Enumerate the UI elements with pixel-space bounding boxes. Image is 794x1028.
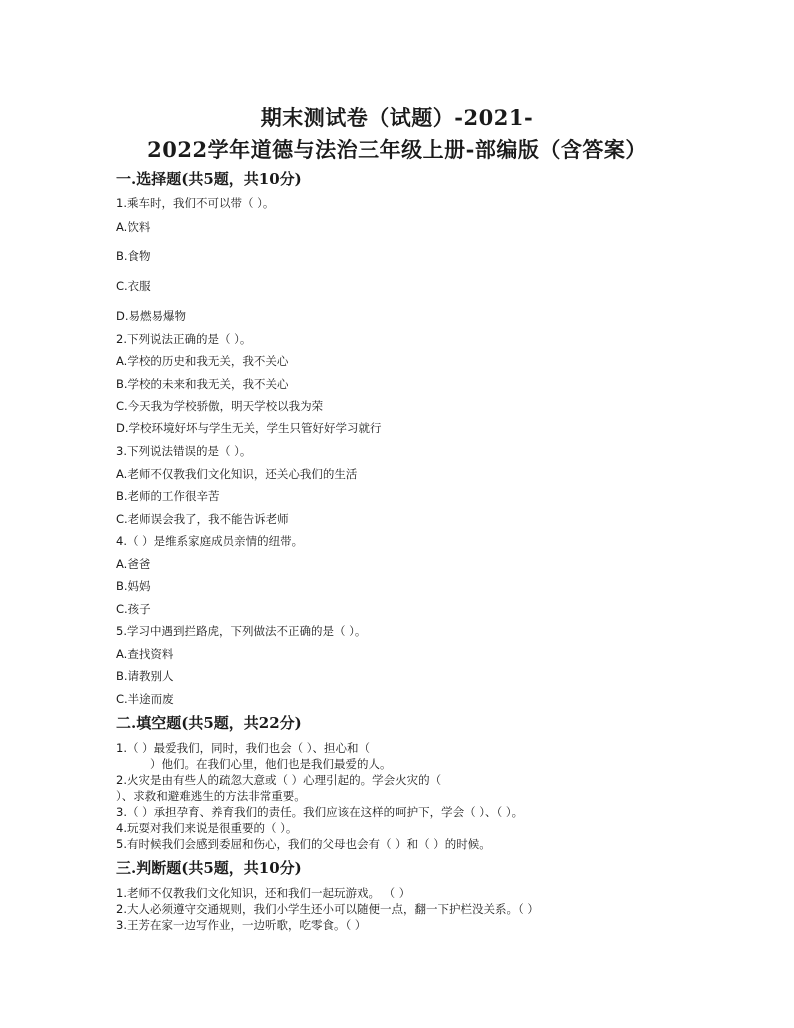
judge-question-1: 1.老师不仅教我们文化知识，还和我们一起玩游戏。 （ ） [116,886,411,900]
option-1-5-b: B.请教别人 [116,669,174,683]
option-1-5-a: A.查找资料 [116,647,174,661]
judge-question-3: 3.王芳在家一边写作业，一边听歌，吃零食。（ ） [116,918,367,932]
fill-question-5: 5.有时候我们会感到委屈和伤心，我们的父母也会有（ ）和（ ）的时候。 [116,837,491,851]
option-1-2-a: A.学校的历史和我无关，我不关心 [116,354,289,368]
option-1-2-d: D.学校环境好坏与学生无关，学生只管好好学习就行 [116,421,382,435]
section-heading-fill-blank: 二.填空题(共5题，共22分) [116,714,302,732]
section-heading-true-false: 三.判断题(共5题，共10分) [116,859,302,877]
question-1-3: 3.下列说法错误的是（ ）。 [116,444,252,458]
question-1-1: 1.乘车时，我们不可以带（ ）。 [116,196,275,210]
title-line-2: 2022学年道德与法治三年级上册-部编版（含答案） [147,137,647,162]
fill-question-3: 3.（ ）承担孕育、养育我们的责任。我们应该在这样的呵护下，学会（ ）、（ ）。 [116,805,524,819]
option-1-3-c: C.老师误会我了，我不能告诉老师 [116,512,289,526]
question-1-5: 5.学习中遇到拦路虎，下列做法不正确的是（ ）。 [116,624,367,638]
fill-question-4: 4.玩耍对我们来说是很重要的（ ）。 [116,821,298,835]
fill-question-2a: 2.火灾是由有些人的疏忽大意或（ ）心理引起的。学会火灾的（ [116,773,442,787]
fill-question-1b: ）他们。在我们心里，他们也是我们最爱的人。 [150,757,392,771]
option-1-3-b: B.老师的工作很辛苦 [116,489,220,503]
judge-question-2: 2.大人必须遵守交通规则，我们小学生还小可以随便一点，翻一下护栏没关系。（ ） [116,902,539,916]
option-1-4-c: C.孩子 [116,602,151,616]
option-1-4-b: B.妈妈 [116,579,151,593]
question-1-4: 4.（ ）是维系家庭成员亲情的纽带。 [116,534,304,548]
question-1-2: 2.下列说法正确的是（ ）。 [116,332,252,346]
option-1-2-b: B.学校的未来和我无关，我不关心 [116,377,289,391]
option-1-1-d: D.易燃易爆物 [116,309,187,323]
fill-question-2b: ）、求救和避难逃生的方法非常重要。 [116,789,306,803]
option-1-5-c: C.半途而废 [116,692,174,706]
option-1-3-a: A.老师不仅教我们文化知识，还关心我们的生活 [116,467,358,481]
option-1-1-c: C.衣服 [116,279,151,293]
section-heading-choice: 一.选择题(共5题，共10分) [116,170,302,188]
fill-question-1a: 1.（ ）最爱我们，同时，我们也会（ ）、担心和（ [116,741,371,755]
option-1-2-c: C.今天我为学校骄傲，明天学校以我为荣 [116,399,324,413]
option-1-4-a: A.爸爸 [116,557,151,571]
option-1-1-b: B.食物 [116,249,151,263]
option-1-1-a: A.饮料 [116,220,151,234]
title-line-1: 期末测试卷（试题）-2021- [260,105,534,130]
